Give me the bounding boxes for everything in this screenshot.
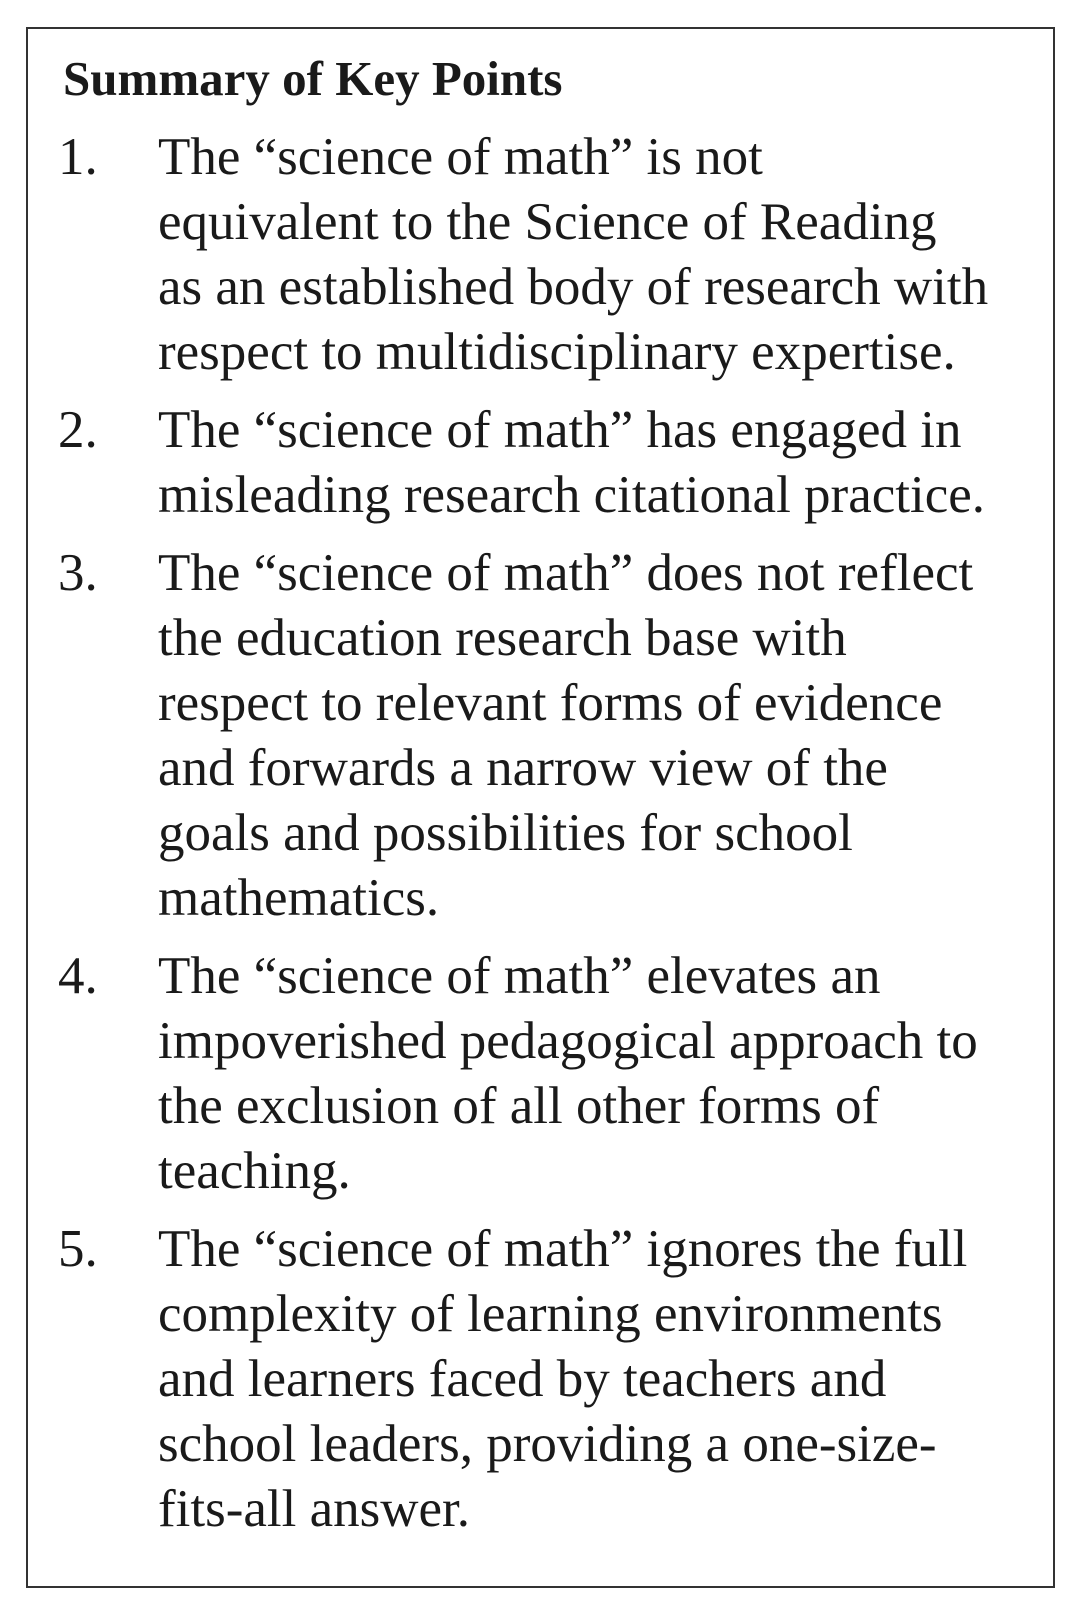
point-text-line: mathematics. <box>158 869 440 927</box>
point-number: 5. <box>58 1220 98 1278</box>
point-text-line: respect to multidisciplinary expertise. <box>158 323 956 381</box>
key-point <box>58 944 1048 1204</box>
point-text-line: and forwards a narrow view of the <box>158 739 888 797</box>
box-heading: Summary of Key Points <box>63 51 563 106</box>
point-number: 2. <box>58 401 98 459</box>
point-text-line: The “science of math” does not reflect <box>158 544 974 602</box>
point-text-line: respect to relevant forms of evidence <box>158 674 943 732</box>
point-text-line: school leaders, providing a one-size- <box>158 1415 937 1473</box>
point-text-line: The “science of math” elevates an <box>158 947 881 1005</box>
key-point <box>58 398 1048 528</box>
point-text-line: The “science of math” is not <box>158 128 763 186</box>
key-points-list <box>58 125 1048 1555</box>
point-text-line: teaching. <box>158 1142 351 1200</box>
point-text-line: goals and possibilities for school <box>158 804 853 862</box>
point-text-line: misleading research citational practice. <box>158 466 985 524</box>
point-text-line: fits-all answer. <box>158 1480 471 1538</box>
point-text-line: The “science of math” has engaged in <box>158 401 962 459</box>
point-text-line: the education research base with <box>158 609 847 667</box>
point-text-line: and learners faced by teachers and <box>158 1350 887 1408</box>
point-text-line: as an established body of research with <box>158 258 989 316</box>
key-points-box <box>26 27 1055 1588</box>
point-number: 3. <box>58 544 98 602</box>
point-text-line: impoverished pedagogical approach to <box>158 1012 978 1070</box>
key-point <box>58 125 1048 385</box>
key-point <box>58 541 1048 931</box>
point-number: 4. <box>58 947 98 1005</box>
point-text-line: complexity of learning environments <box>158 1285 943 1343</box>
point-text-line: the exclusion of all other forms of <box>158 1077 880 1135</box>
point-text-line: equivalent to the Science of Reading <box>158 193 937 251</box>
point-number: 1. <box>58 128 98 186</box>
key-point <box>58 1217 1048 1542</box>
point-text-line: The “science of math” ignores the full <box>158 1220 968 1278</box>
